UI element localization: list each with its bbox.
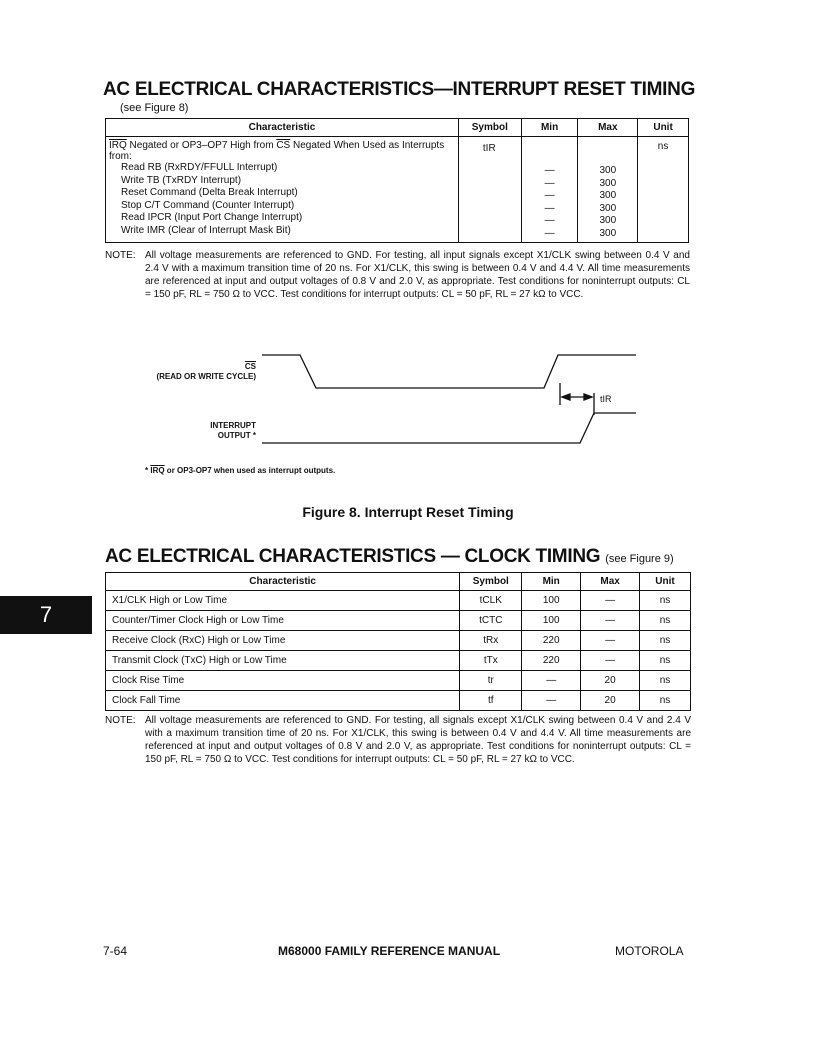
max-value: 300	[599, 202, 617, 214]
max-cell: —	[581, 611, 640, 631]
min-value: —	[544, 202, 555, 214]
table-row	[106, 137, 689, 243]
max-cell	[578, 137, 638, 243]
list-item: Read RB (RxRDY/FFULL Interrupt)	[121, 162, 278, 173]
note-label: NOTE:	[105, 715, 136, 726]
table-row	[106, 631, 691, 651]
min-cell: 220	[522, 631, 581, 651]
table-header-row	[106, 573, 691, 591]
symbol-cell: tCLK	[460, 591, 522, 611]
symbol-cell: tf	[460, 691, 522, 711]
symbol-cell: tTx	[460, 651, 522, 671]
min-cell: —	[522, 671, 581, 691]
header-characteristic: Characteristic	[106, 119, 459, 137]
chapter-tab: 7	[0, 596, 92, 634]
min-value: —	[544, 165, 555, 176]
section2-title: AC ELECTRICAL CHARACTERISTICS — CLOCK TIMING (see Figure 9)	[105, 546, 674, 567]
header-min: Min	[522, 573, 581, 591]
min-value: —	[544, 215, 555, 226]
min-cell: 220	[522, 651, 581, 671]
characteristic-cell: X1/CLK High or Low Time	[106, 591, 460, 611]
max-cell: —	[581, 591, 640, 611]
list-item: Read IPCR (Input Port Change Interrupt)	[121, 212, 303, 223]
max-value: 300	[599, 227, 617, 239]
characteristic-from: from:	[109, 151, 132, 162]
unit-cell: ns	[640, 691, 691, 711]
list-item: Write IMR (Clear of Interrupt Mask Bit)	[121, 224, 291, 236]
note-text: All voltage measurements are referenced to GND. For testing, all input signals except X1/CLK swing between 0.4 V and 2.4 V with a maximum transition time of 20 ns. For X1/CLK, this swing is between 0.4 V and 4.4 V. All time measurements are referenced at input and output voltages of 0.8 V and 2.0 V, as appropriate. Test conditions for noninterrupt outputs: CL = 150 pF, RL = 750 Ω to VCC. Test conditions for interrupt outputs: CL = 50 pF, RL = 27 kΩ to VCC.	[145, 250, 690, 300]
note-label: NOTE:	[105, 250, 136, 261]
characteristic-cell: Receive Clock (RxC) High or Low Time	[106, 631, 460, 651]
min-value: —	[544, 190, 555, 201]
characteristic-cell: Clock Fall Time	[106, 691, 460, 711]
brand-name: MOTOROLA	[615, 944, 684, 958]
min-cell: —	[522, 691, 581, 711]
symbol-cell: tCTC	[460, 611, 522, 631]
unit-cell: ns	[640, 611, 691, 631]
table-row	[106, 611, 691, 631]
note-1	[105, 249, 690, 301]
clock-timing-table	[105, 572, 691, 711]
symbol-cell: tr	[460, 671, 522, 691]
note-text: All voltage measurements are referenced to GND. For testing, all signals except X1/CLK swing between 0.4 V and 2.4 V with a maximum transition time of 20 ns. For X1/CLK, this swing is between 0.4 V and 4.4 V. All time measurements are referenced at input and output voltages of 0.8 V and 2.0 V, as appropriate. Test conditions for noninterrupt outputs: CL = 150 pF, RL = 750 Ω to VCC. Test conditions for interrupt outputs: CL = 50 pF, RL = 27 kΩ to VCC.	[145, 715, 691, 765]
unit-cell: ns	[638, 137, 689, 243]
header-characteristic: Characteristic	[106, 573, 460, 591]
list-item: Reset Command (Delta Break Interrupt)	[121, 187, 298, 198]
max-cell: —	[581, 631, 640, 651]
min-cell	[521, 137, 578, 243]
characteristic-list	[109, 162, 456, 237]
interrupt-output-label: INTERRUPT OUTPUT *	[210, 421, 256, 440]
max-value: 300	[599, 190, 617, 201]
min-cell: 100	[522, 611, 581, 631]
header-unit: Unit	[640, 573, 691, 591]
cs-waveform	[262, 355, 636, 388]
characteristic-cell: Clock Rise Time	[106, 671, 460, 691]
table-row	[106, 691, 691, 711]
characteristic-cell: Transmit Clock (TxC) High or Low Time	[106, 651, 460, 671]
manual-title: M68000 FAMILY REFERENCE MANUAL	[278, 944, 501, 958]
symbol-cell: tRx	[460, 631, 522, 651]
table-header-row	[106, 119, 689, 137]
interrupt-waveform	[262, 413, 636, 443]
interrupt-reset-table	[105, 118, 689, 243]
cs-label: $\overline{CS}$ (READ OR WRITE CYCLE)	[156, 362, 256, 381]
max-cell: 20	[581, 691, 640, 711]
list-item: Write TB (TxRDY Interrupt)	[121, 174, 242, 186]
unit-cell: ns	[640, 671, 691, 691]
list-item: Stop C/T Command (Counter Interrupt)	[121, 199, 295, 211]
figure-footnote: * $\overline{IRQ}$ or OP3-OP7 when used as interrupt outputs.	[145, 466, 336, 475]
table-row	[106, 591, 691, 611]
note-2	[105, 714, 691, 766]
table-row	[106, 671, 691, 691]
unit-cell: ns	[640, 591, 691, 611]
header-max: Max	[578, 119, 638, 137]
characteristic-cell: Counter/Timer Clock High or Low Time	[106, 611, 460, 631]
min-value: —	[544, 177, 555, 189]
max-cell: —	[581, 651, 640, 671]
min-cell: 100	[522, 591, 581, 611]
characteristic-cell	[106, 137, 459, 243]
page-number: 7-64	[103, 944, 128, 958]
unit-cell: ns	[640, 651, 691, 671]
header-unit: Unit	[638, 119, 689, 137]
section1-subtitle: (see Figure 8)	[120, 102, 189, 114]
header-max: Max	[581, 573, 640, 591]
symbol-cell: tIR	[458, 137, 521, 243]
header-symbol: Symbol	[458, 119, 521, 137]
max-value: 300	[599, 215, 617, 226]
max-value: 300	[599, 165, 617, 176]
table-row	[106, 651, 691, 671]
figure-caption: Figure 8. Interrupt Reset Timing	[302, 504, 514, 520]
max-cell: 20	[581, 671, 640, 691]
min-value: —	[544, 227, 555, 239]
header-min: Min	[521, 119, 578, 137]
header-symbol: Symbol	[460, 573, 522, 591]
characteristic-main: $\overline{IRQ}$ Negated or OP3–OP7 High from $\overline{CS}$ Negated When Used as Interrupts	[109, 140, 445, 151]
unit-cell: ns	[640, 631, 691, 651]
section1-title: AC ELECTRICAL CHARACTERISTICS—INTERRUPT RESET TIMING	[103, 79, 696, 100]
interrupt-reset-timing-diagram	[258, 345, 648, 455]
tir-label: tIR	[600, 394, 612, 404]
max-value: 300	[599, 177, 617, 189]
